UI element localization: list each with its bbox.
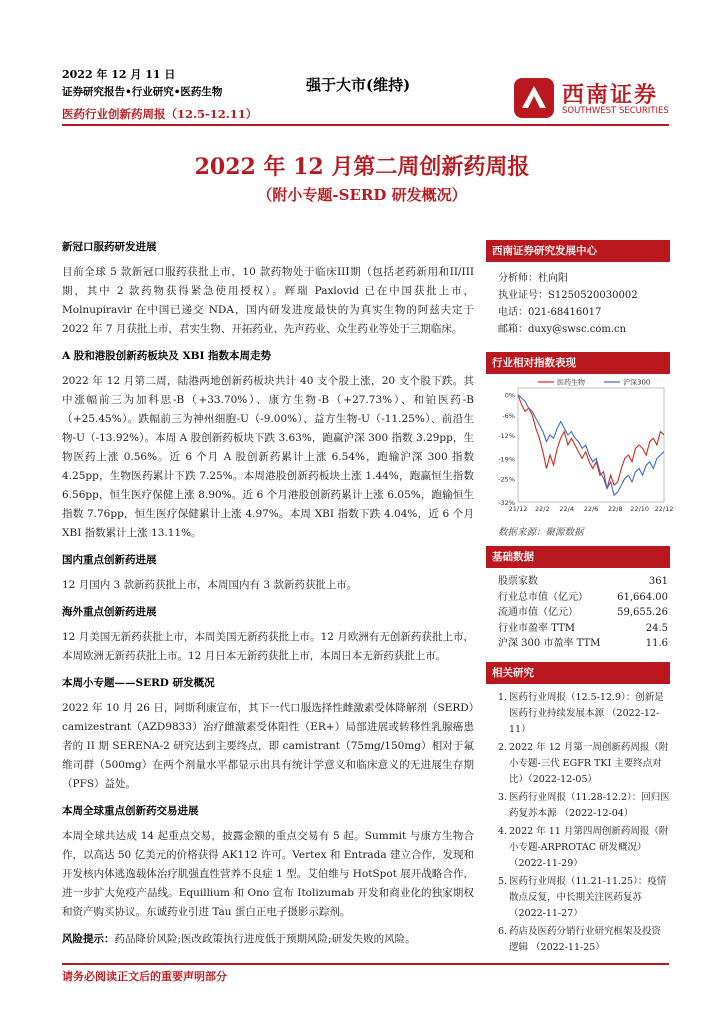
basic-value: 24.5 bbox=[645, 622, 668, 634]
related-title: 药店及医药分销行业研究框架及投资逻辑 （2022-11-25） bbox=[509, 925, 662, 953]
related-item[interactable] bbox=[498, 874, 670, 922]
analyst-email[interactable]: 邮箱：duxy@swsc.com.cn bbox=[498, 324, 627, 335]
section-market bbox=[62, 347, 474, 543]
page-title: 2022 年 12 月第二周创新药周报 bbox=[194, 154, 530, 180]
logo-text-cn: 西南证券 bbox=[562, 82, 659, 108]
report-date: 2022 年 12 月 11 日 bbox=[62, 68, 176, 81]
performance-header: 行业相对指数表现 bbox=[486, 352, 670, 374]
basic-key: 行业市盈率 TTM bbox=[498, 622, 575, 634]
related-title: 2022 年 12 月第一周创新药周报（附小专题-三代 EGFR TKI 主要终点对比）（2022-12-05） bbox=[509, 741, 669, 785]
series-line-1 bbox=[518, 395, 664, 496]
section-heading: 新冠口服药研发进展 bbox=[62, 241, 157, 253]
basic-value: 61,664.00 bbox=[617, 591, 668, 603]
related-research-header: 相关研究 bbox=[486, 662, 670, 684]
basic-key: 行业总市值（亿元） bbox=[498, 591, 588, 603]
related-item[interactable] bbox=[498, 824, 670, 872]
logo-emblem-icon bbox=[512, 76, 556, 120]
analyst-info bbox=[486, 262, 670, 338]
section-heading: 本周小专题——SERD 研发概况 bbox=[62, 677, 215, 689]
legend-label: 沪深300 bbox=[623, 378, 651, 387]
section-body: 12 月国内 3 款新药获批上市，本周国内有 3 款新药获批上市。 bbox=[62, 579, 358, 591]
section-body: 本周全球共达成 14 起重点交易，披露金额的重点交易有 5 起。Summit 与康方生物合作，以高达 50 亿美元的价格获得 AK112 许可。Vertex 和 Entrada 建立合作，发现和开发核内体逃逸载体治疗肌强直性营养不良症 1 型。艾伯维与 HotSpot 展开战略合作，进一步扩大免疫产品线。Equillium 和 Ono 宣布 Itolizumab 开发和商业化的独家期权和资产购买协议。东诚药业引进 Tau 蛋白正电子摄影示踪剂。 bbox=[62, 830, 474, 918]
section-serd bbox=[62, 674, 474, 794]
related-num: 6. bbox=[498, 925, 508, 937]
chart-source: 数据来源：聚源数据 bbox=[498, 527, 584, 538]
basic-value: 11.6 bbox=[645, 638, 668, 649]
related-num: 5. bbox=[498, 875, 508, 887]
section-covid bbox=[62, 238, 474, 339]
x-tick-label: 22/4 bbox=[559, 505, 574, 513]
section-body: 2022 年 10 月 26 日，阿斯利康宣布，其下一代口服选择性雌激素受体降解剂（SERD）camizestrant（AZD9833）治疗雌激素受体阳性（ER+）局部进展或转移性乳腺癌患者的 II 期 SERENA-2 研究达到主要终点，即 camistrant（75mg/150mg）相对于氟维司群（500mg）在两个剂量水平都显示出具有统计学意义和临床意义的无进展生存期（PFS）益处。 bbox=[62, 702, 474, 790]
footer-divider bbox=[62, 963, 669, 965]
basic-data-header: 基础数据 bbox=[486, 546, 670, 568]
performance-chart-svg bbox=[486, 374, 674, 522]
section-body: 12 月美国无新药获批上市，本周美国无新药获批上市。12 月欧洲有无创新药获批上市，本周欧洲无新药获批上市。12 月日本无新药获批上市，本周日本无新药获批上市。 bbox=[62, 631, 474, 662]
y-tick-label: -6% bbox=[502, 411, 515, 420]
logo-text-en: SOUTHWEST SECURITIES bbox=[562, 106, 669, 116]
related-num: 3. bbox=[498, 791, 508, 803]
analyst-license: 执业证号：S1250520030002 bbox=[498, 290, 638, 301]
basic-data-row bbox=[486, 590, 670, 606]
basic-key: 流通市值（亿元） bbox=[498, 607, 578, 618]
related-research-list bbox=[486, 684, 670, 956]
page-subtitle: （附小专题-SERD 研发概况） bbox=[257, 186, 467, 204]
x-tick-label: 22/8 bbox=[608, 505, 623, 513]
risk-warning bbox=[62, 930, 474, 949]
performance-chart bbox=[486, 374, 674, 522]
related-title: 医药行业周报（12.5-12.9）：创新是医药行业持续发展本源 （2022-12-11） bbox=[509, 691, 664, 735]
basic-value: 361 bbox=[648, 576, 668, 587]
y-tick-label: -32% bbox=[498, 499, 515, 507]
rating: 强于大市(维持) bbox=[306, 76, 411, 94]
analyst-phone: 电话：021-68416017 bbox=[498, 307, 602, 318]
section-overseas bbox=[62, 603, 474, 666]
section-domestic bbox=[62, 551, 474, 595]
research-center-header: 西南证券研究发展中心 bbox=[486, 240, 670, 262]
risk-label: 风险提示： bbox=[62, 933, 115, 945]
x-tick-label: 22/12 bbox=[654, 505, 674, 513]
y-tick-label: -25% bbox=[498, 475, 515, 484]
related-title: 2022 年 11 月第四周创新药周报（附小专题-ARPROTAC 研发概况）（2022-11-29） bbox=[509, 825, 669, 869]
weekly-label: 医药行业创新药周报（12.5-12.11） bbox=[62, 107, 258, 121]
basic-key: 股票家数 bbox=[498, 576, 538, 587]
basic-key: 沪深 300 市盈率 TTM bbox=[498, 638, 601, 649]
main-content bbox=[62, 238, 474, 957]
section-body: 2022 年 12 月第二周，陆港两地创新药板块共计 40 支个股上涨，20 支个股下跌。其中涨幅前三为加科思-B（+33.70%）、康方生物-B（+27.73%）、和铂医药-B（+25.45%）。跌幅前三为神州细胞-U（-9.00%）、益方生物-U（-11.25%）、前沿生物-U（-13.92%）。本周 A 股创新药板块下跌 3.63%，跑赢沪深 300 指数 3.29pp，生物医药上涨 0.56%。近 6 个月 A 股创新药累计上涨 6.54%，跑输沪深 300 指数 4.25pp，生物医药累计下跌 7.25%。本周港股创新药板块上涨 1.44%，跑赢恒生指数 6.56pp，恒生医疗保健上涨 8.90%。近 6 个月港股创新药累计上涨 6.05%，跑输恒生指数 7.76pp，恒生医疗保健累计上涨 4.97%。本周 XBI 指数下跌 4.04%，近 6 个月 XBI 指数累计上涨 13.11%。 bbox=[62, 375, 474, 539]
basic-data-row bbox=[486, 621, 670, 637]
section-heading: 本周全球重点创新药交易进展 bbox=[62, 805, 199, 817]
related-title: 医药行业周报（11.28-12.2）：回归医药复苏本源 （2022-12-04） bbox=[509, 791, 670, 819]
sidebar bbox=[486, 240, 674, 958]
related-num: 1. bbox=[498, 691, 508, 703]
company-logo bbox=[512, 74, 672, 124]
y-tick-label: 0% bbox=[504, 391, 515, 400]
related-num: 4. bbox=[498, 825, 508, 837]
section-deals bbox=[62, 802, 474, 922]
y-tick-label: -19% bbox=[498, 455, 515, 464]
y-tick-label: -12% bbox=[498, 431, 515, 440]
x-tick-label: 22/10 bbox=[630, 505, 650, 513]
header-divider bbox=[62, 124, 669, 126]
chart-frame bbox=[518, 388, 664, 502]
related-title: 医药行业周报（11.21-11.25）：疫情散点反复，中长期关注医药复苏 （2022-11-27） bbox=[509, 875, 667, 919]
x-tick-label: 22/6 bbox=[583, 505, 599, 513]
basic-data-row bbox=[486, 636, 670, 652]
x-tick-label: 22/2 bbox=[535, 505, 550, 513]
related-item[interactable] bbox=[498, 690, 670, 738]
basic-data-row bbox=[486, 574, 670, 590]
section-body: 目前全球 5 款新冠口服药获批上市，10 款药物处于临床III期（包括老药新用和II/III期，其中 2 款药物获得紧急使用授权）。辉瑞 Paxlovid 已在中国获批上市，Molnupiravir 在中国已递交 NDA，国内研发进度最快的为真实生物的阿兹夫定于 2022 年 7 月获批上市，君实生物、开拓药业、先声药业、众生药业等处于三期临床。 bbox=[62, 266, 474, 335]
section-heading: 国内重点创新药进展 bbox=[62, 554, 157, 566]
related-item[interactable] bbox=[498, 740, 670, 788]
related-item[interactable] bbox=[498, 790, 670, 822]
risk-text: 药品降价风险;医改政策执行进度低于预期风险;研发失败的风险。 bbox=[114, 933, 416, 945]
report-type: 证券研究报告•行业研究•医药生物 bbox=[62, 86, 223, 98]
section-heading: A 股和港股创新药板块及 XBI 指数本周走势 bbox=[62, 350, 272, 362]
section-heading: 海外重点创新药进展 bbox=[62, 606, 157, 618]
basic-value: 59,655.26 bbox=[617, 607, 668, 618]
x-tick-label: 21/12 bbox=[508, 505, 528, 513]
related-num: 2. bbox=[498, 741, 508, 753]
legend-label: 医药生物 bbox=[557, 378, 585, 387]
basic-data-row bbox=[486, 605, 670, 621]
analyst-name: 分析师：杜向阳 bbox=[498, 273, 568, 284]
related-item[interactable] bbox=[498, 924, 670, 956]
basic-data-table bbox=[486, 568, 670, 652]
footer-disclaimer[interactable]: 请务必阅读正文后的重要声明部分 bbox=[62, 970, 227, 983]
